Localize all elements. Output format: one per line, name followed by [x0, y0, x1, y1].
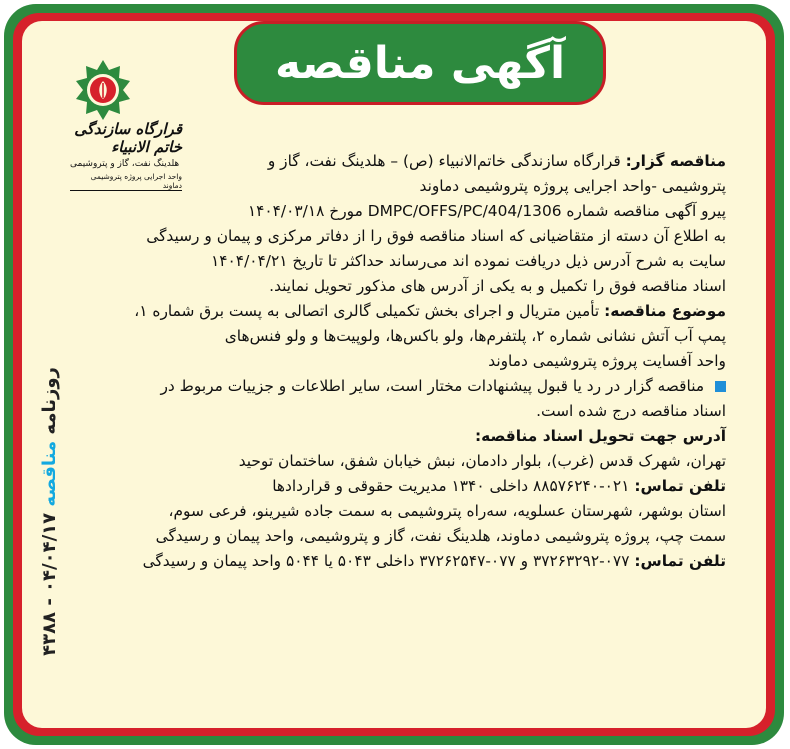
note-line1: مناقصه گزار در رد یا قبول پیشنهادات مختار است، سایر اطلاعات و جزییات مربوط در — [160, 377, 705, 395]
side-prefix: روزنامه — [38, 366, 60, 435]
tenderer-line1: قرارگاه سازندگی خاتم‌الانبیاء (ص) – هلدینگ نفت، گاز و — [267, 152, 621, 170]
ad-body — [26, 149, 726, 574]
address2-line2: سمت چپ، پروژه پتروشیمی دماوند، هلدینگ نفت، گاز و پتروشیمی، واحد پیمان و رسیدگی — [155, 527, 726, 545]
address1: تهران، شهرک قدس (غرب)، بلوار دادمان، نبش خیابان شفق، ساختمان توحید — [238, 452, 726, 470]
phone2-label: تلفن تماس: — [634, 552, 726, 570]
square-bullet-icon — [715, 381, 726, 392]
org-logo-line3: واحد اجرایی پروژه پتروشیمی دماوند — [70, 172, 182, 191]
org-logo-line1: قرارگاه سازندگی خاتم الانبیاء — [74, 119, 182, 156]
para1-line3: سایت به شرح آدرس ذیل دریافت نموده اند می‌رساند حداکثر تا تاریخ ۱۴۰۴/۰۴/۲۱ — [211, 252, 726, 270]
side-date-number: ۰۴/۰۴/۱۷ - ۴۳۸۸ — [38, 512, 60, 656]
tenderer-line2: پتروشیمی -واحد اجرایی پروژه پتروشیمی دماوند — [419, 177, 726, 195]
subject-line2: پمپ آب آتش نشانی شماره ۲، پلتفرم‌ها، ولو باکس‌ها، ولوپیت‌ها و ولو فنس‌های — [224, 327, 726, 345]
address2-line1: استان بوشهر، شهرستان عسلویه، سه‌راه پتروشیمی به سمت جاده شیرینو، فرعی سوم، — [168, 502, 726, 520]
phone2-value: ۰۷۷-۳۷۲۶۳۲۹۲ و ۰۷۷-۳۷۲۶۲۵۴۷ داخلی ۵۰۴۳ یا ۵۰۴۴ واحد پیمان و رسیدگی — [142, 552, 630, 570]
title-banner — [234, 21, 606, 105]
note-line2: اسناد مناقصه درج شده است. — [536, 402, 726, 420]
subject-line1: تأمین متریال و اجرای بخش تکمیلی گالری اتصالی به پست برق شماره ۱، — [134, 302, 600, 320]
subject-label: موضوع مناقصه: — [604, 302, 726, 320]
org-logo-line2: هلدینگ نفت، گاز و پتروشیمی — [70, 158, 180, 169]
phone1-label: تلفن تماس: — [634, 477, 726, 495]
phone1-value: ۰۲۱-۸۸۵۷۶۲۴۰ داخلی ۱۳۴۰ مدیریت حقوقی و قراردادها — [272, 477, 630, 495]
para1-line2: به اطلاع آن دسته از متقاضیانی که اسناد مناقصه فوق را از دفاتر مرکزی و پیمان و رسیدگی — [146, 227, 726, 245]
page-title: آگهی مناقصه — [274, 37, 566, 89]
subject-line3: واحد آفسایت پروژه پتروشیمی دماوند — [488, 352, 726, 370]
ad-panel — [22, 21, 766, 728]
tenderer-label: مناقصه گزار: — [625, 152, 726, 170]
para1-line1: پیرو آگهی مناقصه شماره DMPC/OFFS/PC/404/1306 مورخ ۱۴۰۴/۰۳/۱۸ — [247, 202, 726, 220]
para1-line4: اسناد مناقصه فوق را تکمیل و به یکی از آدرس های مذکور تحویل نمایند. — [269, 277, 726, 295]
address-heading: آدرس جهت تحویل اسناد مناقصه: — [475, 427, 726, 445]
side-brand: مناقصه — [38, 440, 60, 507]
iran-emblem-icon — [72, 59, 134, 121]
